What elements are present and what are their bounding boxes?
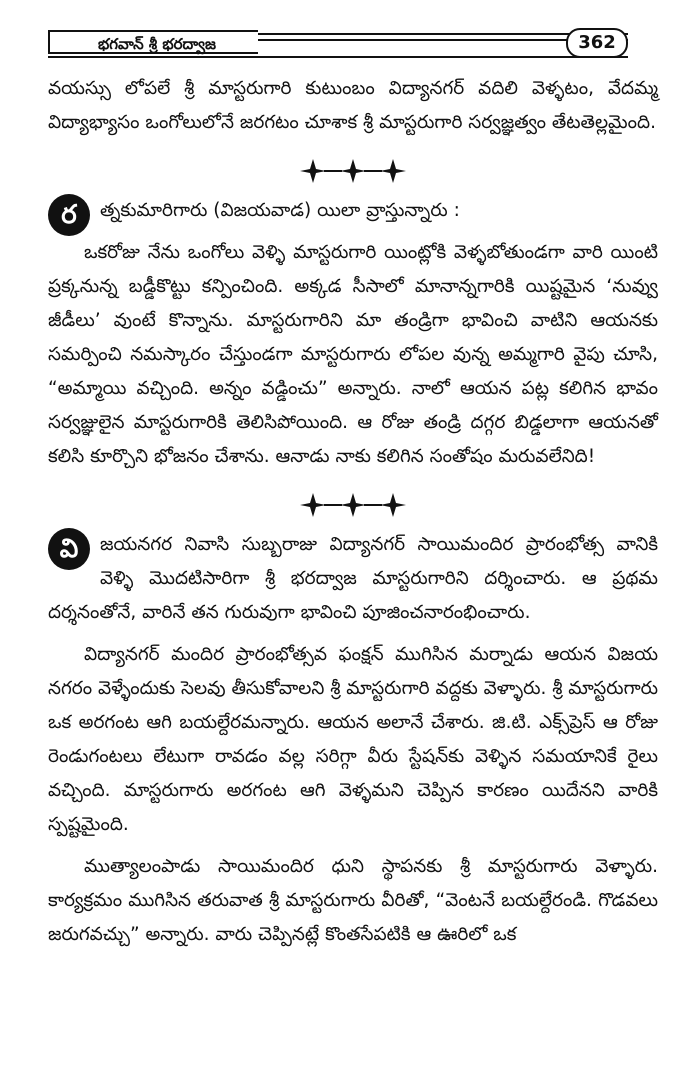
paragraph-dhuni: ముత్యాలంపాడు సాయిమందిర ధుని స్థాపనకు శ్రీ మాస్టరుగారు వెళ్ళారు. కార్యక్రమం ముగిసిన తరువాత శ్రీ మాస్టరుగారు వీరితో, “వెంటనే బయల్దేరండి. గొడవలు జరుగవచ్చు” అన్నారు. వారు చెప్పినట్లే కొంతసేపటికి ఆ ఊరిలో ఒక bbox=[48, 856, 658, 945]
intro-text: త్నకుమారిగారు (విజయవాడ) యిలా వ్రాస్తున్నారు : bbox=[100, 200, 460, 221]
paragraph-train: విద్యానగర్ మందిర ప్రారంభోత్సవ ఫంక్షన్ ముగిసిన మర్నాడు ఆయన విజయ నగరం వెళ్ళేందుకు సెలవు తీసుకోవాలని శ్రీ మాస్టరుగారి వద్దకు వెళ్ళారు. శ్రీ మాస్టరుగారు ఒక అరగంట ఆగి బయల్దేరమన్నారు. ఆయన అలానే చేశారు. జి.టి. ఎక్స్‌ప్రెస్ ఆ రోజు రెండుగంటలు లేటుగా రావడం వల్ల సరిగ్గా వీరు స్టేషన్‌కు వెళ్ళిన సమయానికే రైలు వచ్చింది. మాస్టరుగారు అరగంట ఆగి వెళ్ళమని చెప్పిన కారణం యిదేనని వారికి స్పష్టమైంది. bbox=[48, 644, 658, 835]
section-intro-subbaraju bbox=[48, 528, 658, 630]
intro-text: జయనగర నివాసి సుబ్బరాజు విద్యానగర్ సాయిమందిర ప్రారంభోత్స వానికి వెళ్ళి మొదటిసారిగా శ్రీ భరద్వాజ మాస్టరుగారిని దర్శించారు. ఆ ప్రథమ దర్శనంతోనే, వారినే తన గురువుగా భావించి పూజించనారంభించారు. bbox=[48, 534, 658, 623]
section-divider bbox=[48, 148, 658, 194]
paragraph-continuation: వయస్సు లోపలే శ్రీ మాస్టరుగారి కుటుంబం విద్యానగర్ వదిలి వెళ్ళటం, వేదమ్మ విద్యాభ్యాసం ఒంగోలులోనే జరగటం చూశాక శ్రీ మాస్టరుగారి సర్వజ్ఞత్వం తేటతెల్లమైంది. bbox=[48, 78, 658, 133]
page-body bbox=[48, 72, 658, 960]
book-title: భగవాన్ శ్రీ భరద్వాజ bbox=[48, 30, 258, 54]
four-point-star-ornament-icon bbox=[298, 156, 408, 186]
section-divider bbox=[48, 482, 658, 528]
header-rule-bottom bbox=[48, 56, 628, 58]
page-number: 362 bbox=[566, 28, 628, 58]
section-intro-ratnakumari bbox=[48, 194, 658, 228]
drop-cap-letter: ర bbox=[48, 194, 90, 236]
four-point-star-ornament-icon bbox=[298, 490, 408, 520]
drop-cap-letter: వి bbox=[48, 528, 90, 570]
page-header bbox=[48, 28, 668, 58]
paragraph-ratnakumari: ఒకరోజు నేను ఒంగోలు వెళ్ళి మాస్టరుగారి యింట్లోకి వెళ్ళబోతుండగా వారి యింటి ప్రక్కనున్న బడ్డీకొట్టు కన్పించింది. అక్కడ సీసాలో మానాన్నగారికి యిష్టమైన ‘నువ్వు జీడీలు’ వుంటే కొన్నాను. మాస్టరుగారిని మా తండ్రిగా భావించి వాటిని ఆయనకు సమర్పించి నమస్కారం చేస్తుండగా మాస్టరుగారు లోపల వున్న అమ్మగారి వైపు చూసి, “అమ్మాయి వచ్చింది. అన్నం వడ్డించు” అన్నారు. నాలో ఆయన పట్ల కలిగిన భావం సర్వజ్ఞులైన మాస్టరుగారికి తెలిసిపోయింది. ఆ రోజు తండ్రి దగ్గర బిడ్డలాగా ఆయనతో కలిసి కూర్చొని భోజనం చేశాను. ఆనాడు నాకు కలిగిన సంతోషం మరువలేనిది! bbox=[48, 242, 658, 467]
